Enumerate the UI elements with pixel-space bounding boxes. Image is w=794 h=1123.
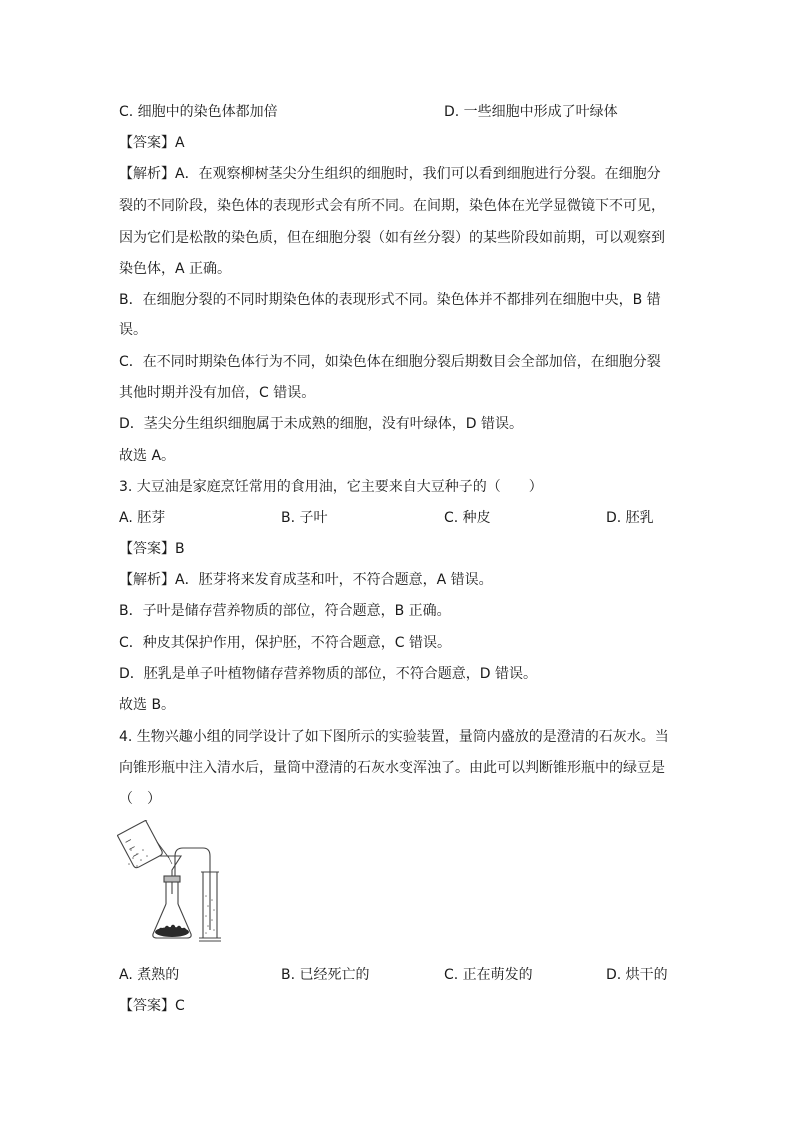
q2-analysis-line: 其他时期并没有加倍，C 错误。 xyxy=(119,385,316,401)
q4-option-a: A. 煮熟的 xyxy=(119,967,180,983)
q2-analysis-line: 误。 xyxy=(119,322,147,338)
q3-option-d: D. 胚乳 xyxy=(606,510,654,526)
q2-option-c: C. 细胞中的染色体都加倍 xyxy=(119,104,278,120)
q3-answer: 【答案】B xyxy=(119,541,185,557)
q4-stem-line: 向锥形瓶中注入清水后，量筒中澄清的石灰水变浑浊了。由此可以判断锥形瓶中的绿豆是 xyxy=(119,760,665,776)
q4-option-c: C. 正在萌发的 xyxy=(444,967,533,983)
q2-conclusion: 故选 A。 xyxy=(119,448,176,464)
q2-analysis-line: C．在不同时期染色体行为不同，如染色体在细胞分裂后期数目会全部加倍，在细胞分裂 xyxy=(119,354,661,370)
q3-stem: 3. 大豆油是家庭烹饪常用的食用油，它主要来自大豆种子的（ ） xyxy=(119,479,543,495)
q4-stem-blank: （ ） xyxy=(119,791,161,807)
q2-analysis-line: D．茎尖分生组织细胞属于未成熟的细胞，没有叶绿体，D 错误。 xyxy=(119,416,524,432)
q2-option-d: D. 一些细胞中形成了叶绿体 xyxy=(444,104,618,120)
q4-stem-line: 4. 生物兴趣小组的同学设计了如下图所示的实验装置，量筒内盛放的是澄清的石灰水。当 xyxy=(119,729,669,745)
q3-option-c: C. 种皮 xyxy=(444,510,491,526)
q2-analysis-line: 【解析】A．在观察柳树茎尖分生组织的细胞时，我们可以看到细胞进行分裂。在细胞分 xyxy=(119,166,661,182)
q3-analysis-line: D．胚乳是单子叶植物储存营养物质的部位，不符合题意，D 错误。 xyxy=(119,666,538,682)
q4-answer: 【答案】C xyxy=(119,998,185,1014)
q3-analysis-line: 【解析】A．胚芽将来发育成茎和叶，不符合题意，A 错误。 xyxy=(119,572,493,588)
q3-conclusion: 故选 B。 xyxy=(119,697,176,713)
q4-option-d: D. 烘干的 xyxy=(606,967,668,983)
q2-answer: 【答案】A xyxy=(119,135,185,151)
q3-analysis-line: B．子叶是储存营养物质的部位，符合题意，B 正确。 xyxy=(119,603,451,619)
q4-option-b: B. 已经死亡的 xyxy=(281,967,370,983)
q2-analysis-line: 裂的不同阶段，染色体的表现形式会有所不同。在间期，染色体在光学显微镜下不可见， xyxy=(119,198,665,214)
q3-analysis-line: C．种皮其保护作用，保护胚，不符合题意，C 错误。 xyxy=(119,635,451,651)
q3-option-a: A. 胚芽 xyxy=(119,510,166,526)
lab-apparatus-icon xyxy=(117,820,227,948)
q2-analysis-line: 因为它们是松散的染色质，但在细胞分裂（如有丝分裂）的某些阶段如前期，可以观察到 xyxy=(119,230,665,246)
q2-analysis-line: B．在细胞分裂的不同时期染色体的表现形式不同。染色体并不都排列在细胞中央，B 错 xyxy=(119,292,661,308)
q2-analysis-line: 染色体，A 正确。 xyxy=(119,261,232,277)
q3-option-b: B. 子叶 xyxy=(281,510,328,526)
